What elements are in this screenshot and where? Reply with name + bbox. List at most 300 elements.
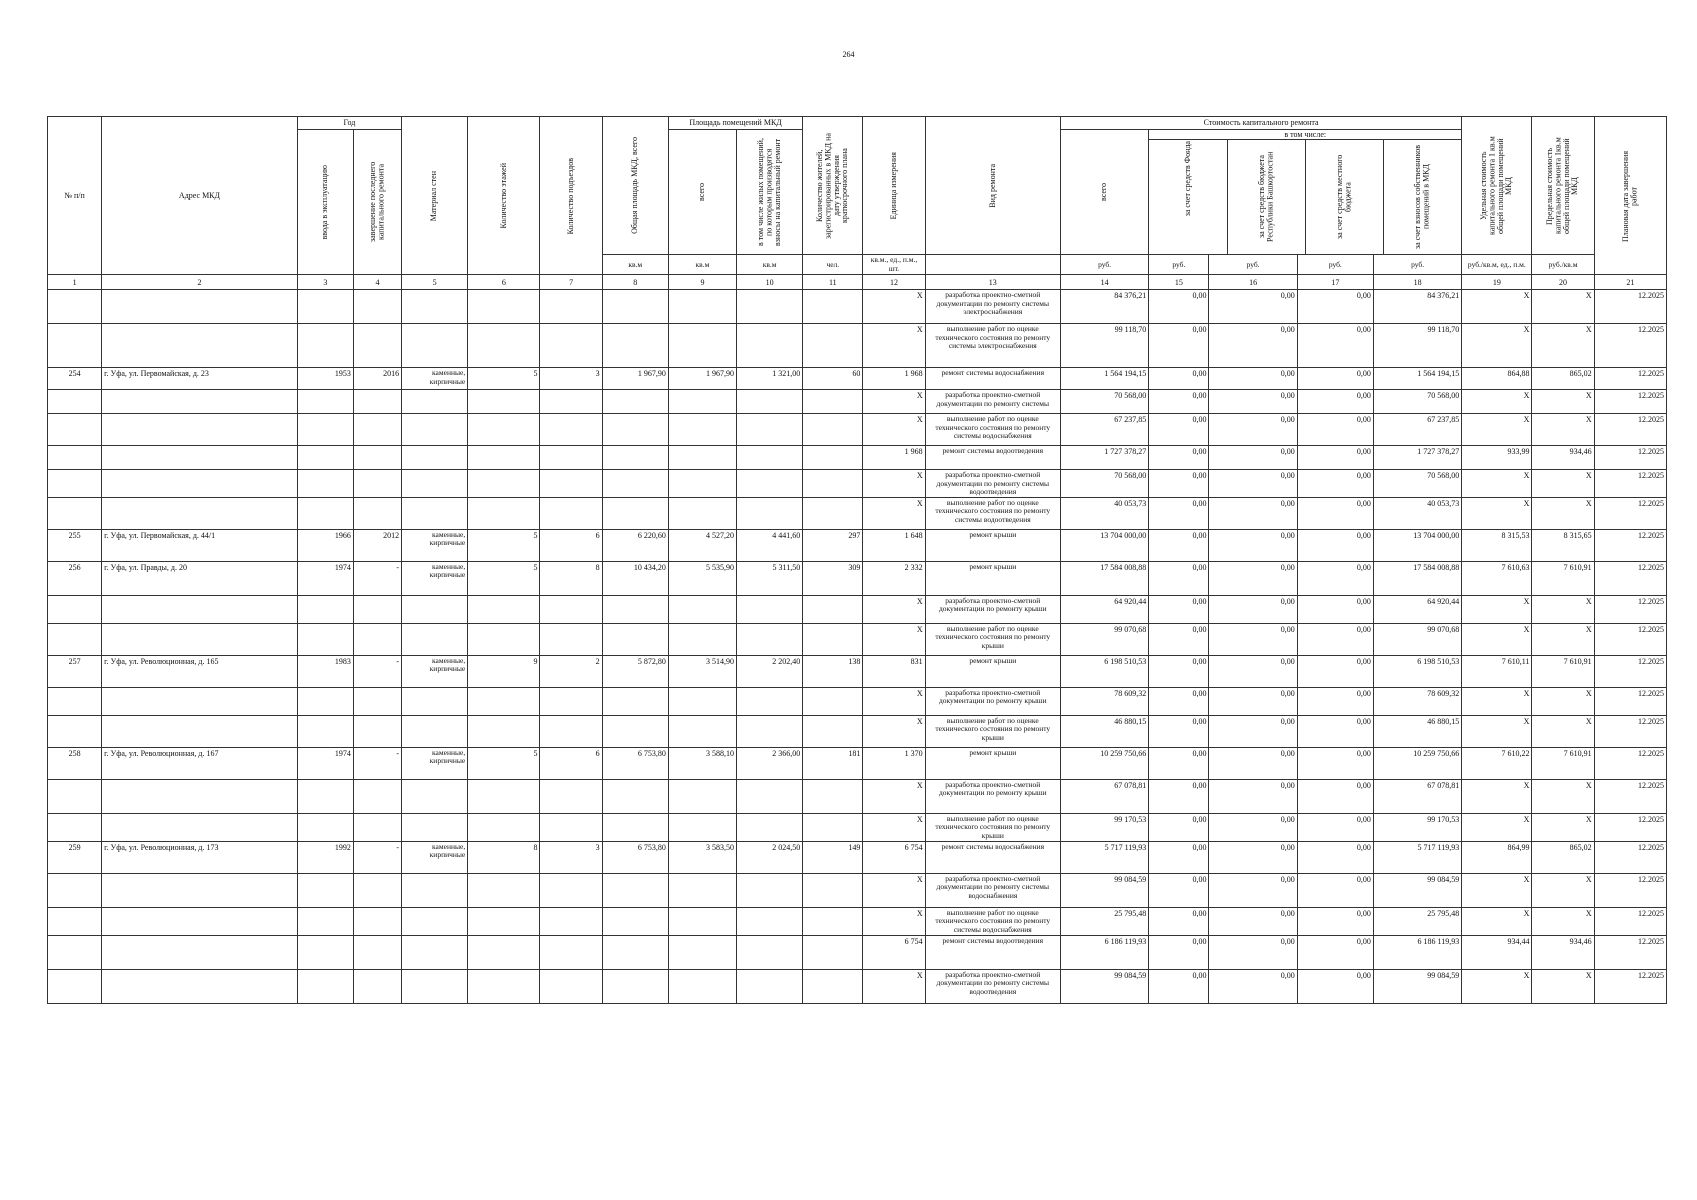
max-cost-cell: X <box>1532 814 1594 842</box>
cost-republic-cell: 0,00 <box>1209 596 1297 624</box>
table-row <box>48 390 1667 414</box>
unit-cost-cell: X <box>1462 716 1532 748</box>
premises-fund-cell: 2 202,40 <box>737 656 803 688</box>
cost-fund-cell: 0,00 <box>1149 414 1209 446</box>
col-floors-header <box>468 117 540 275</box>
wall-material-cell <box>402 498 468 530</box>
wall-material-cell <box>402 688 468 716</box>
col-cost-group-header: Стоимость капитального ремонта <box>1061 117 1462 130</box>
premises-fund-cell <box>737 414 803 446</box>
address-cell <box>102 414 298 446</box>
repair-type-cell: разработка проектно-сметной документации по ремонту крыши <box>925 596 1060 624</box>
year-last-repair-cell: 2016 <box>353 368 401 390</box>
wall-material-cell: каменные, кирпичные <box>402 656 468 688</box>
cost-owners-cell: 64 920,44 <box>1373 596 1461 624</box>
residents-cell <box>803 470 863 498</box>
table-row <box>48 530 1667 562</box>
wall-material-cell <box>402 324 468 368</box>
year-last-repair-cell <box>353 596 401 624</box>
entrances-cell <box>540 874 602 908</box>
cost-local-cell: 0,00 <box>1297 470 1373 498</box>
cost-local-cell: 0,00 <box>1297 814 1373 842</box>
repair-type-cell: ремонт крыши <box>925 562 1060 596</box>
cost-owners-cell: 99 084,59 <box>1373 874 1461 908</box>
max-cost-cell: 7 610,91 <box>1532 562 1594 596</box>
cost-total-cell: 99 084,59 <box>1061 874 1149 908</box>
col-year-repair-header <box>353 130 401 275</box>
unit-cost-cell: X <box>1462 688 1532 716</box>
year-last-repair-cell <box>353 688 401 716</box>
max-cost-cell: 7 610,91 <box>1532 656 1594 688</box>
year-repair-text: завершение последнего капитального ремонта <box>368 162 386 243</box>
total-area-cell <box>602 874 668 908</box>
year-commission-cell <box>297 498 353 530</box>
col-deadline-header <box>1594 117 1666 275</box>
cost-local-cell: 0,00 <box>1297 656 1373 688</box>
table-row <box>48 290 1667 324</box>
total-area-cell <box>602 324 668 368</box>
premises-total-cell <box>668 874 736 908</box>
deadline-cell: 12.2025 <box>1594 390 1666 414</box>
unit-cost-cell: X <box>1462 814 1532 842</box>
wall-material-cell <box>402 470 468 498</box>
premises-fund-cell <box>737 970 803 1004</box>
cost-fund-cell: 0,00 <box>1149 470 1209 498</box>
total-area-cell: 1 967,90 <box>602 368 668 390</box>
unit-premises-fund: кв.м <box>737 255 803 275</box>
row-number-cell <box>48 688 102 716</box>
year-commission-cell: 1953 <box>297 368 353 390</box>
year-commission-cell <box>297 716 353 748</box>
unit-total-area: кв.м <box>602 255 668 275</box>
table-row <box>48 780 1667 814</box>
year-commission-cell <box>297 970 353 1004</box>
cost-total-text: всего <box>1099 183 1109 202</box>
premises-fund-cell <box>737 470 803 498</box>
cost-fund-text: за счет средств Фонда <box>1182 141 1192 217</box>
cost-total-cell: 6 198 510,53 <box>1061 656 1149 688</box>
cost-fund-cell: 0,00 <box>1149 290 1209 324</box>
row-number-cell: 258 <box>48 748 102 780</box>
max-cost-cell: 934,46 <box>1532 446 1594 470</box>
year-commission-cell <box>297 290 353 324</box>
deadline-cell: 12.2025 <box>1594 908 1666 936</box>
unit-cost-cell: X <box>1462 780 1532 814</box>
unit-cost-cell: 7 610,11 <box>1462 656 1532 688</box>
cost-owners-cell: 1 564 194,15 <box>1373 368 1461 390</box>
premises-total-cell: 3 588,10 <box>668 748 736 780</box>
year-last-repair-cell <box>353 970 401 1004</box>
premises-fund-cell <box>737 446 803 470</box>
cost-owners-cell: 99 118,70 <box>1373 324 1461 368</box>
col-total-area-header <box>602 117 668 255</box>
address-cell <box>102 470 298 498</box>
cost-total-cell: 46 880,15 <box>1061 716 1149 748</box>
repair-type-cell: выполнение работ по оценке технического состояния по ремонту системы водоснабжения <box>925 908 1060 936</box>
wall-material-cell: каменные, кирпичные <box>402 842 468 874</box>
total-area-cell <box>602 814 668 842</box>
total-area-cell <box>602 446 668 470</box>
repair-type-cell: выполнение работ по оценке технического состояния по ремонту системы водоснабжения <box>925 414 1060 446</box>
cost-republic-cell: 0,00 <box>1209 842 1297 874</box>
year-last-repair-cell <box>353 498 401 530</box>
cost-republic-cell: 0,00 <box>1209 970 1297 1004</box>
col-number: 11 <box>803 275 863 290</box>
wall-material-cell <box>402 814 468 842</box>
row-number-cell <box>48 780 102 814</box>
cost-local-cell: 0,00 <box>1297 446 1373 470</box>
unit-cost-cell: 933,99 <box>1462 446 1532 470</box>
premises-total-cell <box>668 498 736 530</box>
cost-owners-cell: 99 170,53 <box>1373 814 1461 842</box>
cost-fund-cell: 0,00 <box>1149 688 1209 716</box>
wall-material-cell <box>402 874 468 908</box>
cost-local-cell: 0,00 <box>1297 596 1373 624</box>
quantity-cell: 6 754 <box>863 936 925 970</box>
row-number-cell <box>48 414 102 446</box>
premises-total-cell: 4 527,20 <box>668 530 736 562</box>
deadline-cell: 12.2025 <box>1594 414 1666 446</box>
year-last-repair-cell: - <box>353 748 401 780</box>
col-repair-type-header <box>925 117 1060 255</box>
repair-type-cell: ремонт системы водоотведения <box>925 936 1060 970</box>
cost-owners-cell: 1 727 378,27 <box>1373 446 1461 470</box>
floors-cell <box>468 970 540 1004</box>
table-row <box>48 688 1667 716</box>
year-last-repair-cell <box>353 908 401 936</box>
cost-local-cell: 0,00 <box>1297 414 1373 446</box>
col-number: 10 <box>737 275 803 290</box>
residents-cell: 60 <box>803 368 863 390</box>
cost-total-cell: 25 795,48 <box>1061 908 1149 936</box>
cost-total-cell: 84 376,21 <box>1061 290 1149 324</box>
unit-premises-total: кв.м <box>668 255 736 275</box>
year-last-repair-cell <box>353 414 401 446</box>
cost-total-cell: 78 609,32 <box>1061 688 1149 716</box>
cost-owners-cell: 10 259 750,66 <box>1373 748 1461 780</box>
repair-type-cell: разработка проектно-сметной документации по ремонту крыши <box>925 780 1060 814</box>
col-number: 16 <box>1209 275 1297 290</box>
premises-fund-cell <box>737 324 803 368</box>
cost-local-cell: 0,00 <box>1297 748 1373 780</box>
quantity-cell: X <box>863 470 925 498</box>
quantity-cell: X <box>863 814 925 842</box>
year-last-repair-cell <box>353 290 401 324</box>
entrances-cell: 2 <box>540 656 602 688</box>
cost-republic-cell: 0,00 <box>1209 688 1297 716</box>
address-cell <box>102 446 298 470</box>
repair-type-cell: выполнение работ по оценке технического состояния по ремонту крыши <box>925 716 1060 748</box>
repair-type-cell: ремонт крыши <box>925 656 1060 688</box>
residents-cell: 297 <box>803 530 863 562</box>
cost-owners-cell: 5 717 119,93 <box>1373 842 1461 874</box>
cost-fund-cell: 0,00 <box>1149 562 1209 596</box>
year-last-repair-cell <box>353 780 401 814</box>
premises-total-cell <box>668 470 736 498</box>
col-number: 3 <box>297 275 353 290</box>
max-cost-cell: X <box>1532 290 1594 324</box>
entrances-cell <box>540 470 602 498</box>
repair-type-cell: ремонт системы водоснабжения <box>925 368 1060 390</box>
year-last-repair-cell <box>353 624 401 656</box>
unit-cost-cell: 7 610,22 <box>1462 748 1532 780</box>
col-year-group-header: Год <box>297 117 401 130</box>
premises-fund-cell <box>737 936 803 970</box>
year-commission-cell <box>297 596 353 624</box>
total-area-cell <box>602 624 668 656</box>
col-number: 9 <box>668 275 736 290</box>
cost-owners-cell: 70 568,00 <box>1373 390 1461 414</box>
deadline-cell: 12.2025 <box>1594 324 1666 368</box>
cost-local-cell: 0,00 <box>1297 842 1373 874</box>
residents-cell <box>803 814 863 842</box>
wall-material-cell <box>402 624 468 656</box>
col-number: 20 <box>1532 275 1594 290</box>
cost-republic-cell: 0,00 <box>1209 936 1297 970</box>
col-address-header: Адрес МКД <box>102 117 298 275</box>
wall-material-cell <box>402 716 468 748</box>
cost-local-cell: 0,00 <box>1297 936 1373 970</box>
unit-cost-cell: 7 610,63 <box>1462 562 1532 596</box>
unit-cost-owners: руб. <box>1373 255 1461 275</box>
cost-total-cell: 5 717 119,93 <box>1061 842 1149 874</box>
premises-fund-cell <box>737 290 803 324</box>
cost-owners-cell: 17 584 008,88 <box>1373 562 1461 596</box>
floors-cell <box>468 390 540 414</box>
wall-material-cell <box>402 908 468 936</box>
row-number-cell <box>48 324 102 368</box>
year-last-repair-cell: 2012 <box>353 530 401 562</box>
year-commission-cell <box>297 874 353 908</box>
entrances-cell <box>540 624 602 656</box>
quantity-cell: X <box>863 688 925 716</box>
repair-type-cell: выполнение работ по оценке технического состояния по ремонту системы электроснабжения <box>925 324 1060 368</box>
floors-cell <box>468 908 540 936</box>
cost-owners-cell: 78 609,32 <box>1373 688 1461 716</box>
year-last-repair-cell <box>353 874 401 908</box>
max-cost-cell: X <box>1532 624 1594 656</box>
cost-owners-text: за счет взносов собственников помещений в МКД <box>1413 145 1431 250</box>
cost-total-cell: 99 084,59 <box>1061 970 1149 1004</box>
year-last-repair-cell: - <box>353 656 401 688</box>
table-row <box>48 368 1667 390</box>
cost-fund-cell: 0,00 <box>1149 624 1209 656</box>
premises-fund-cell <box>737 390 803 414</box>
total-area-cell <box>602 390 668 414</box>
col-year-commission-header <box>297 130 353 275</box>
cost-fund-cell: 0,00 <box>1149 814 1209 842</box>
cost-incl-subtable <box>1149 130 1461 254</box>
year-commission-cell: 1966 <box>297 530 353 562</box>
deadline-cell: 12.2025 <box>1594 446 1666 470</box>
year-last-repair-cell <box>353 446 401 470</box>
cost-total-cell: 1 727 378,27 <box>1061 446 1149 470</box>
cost-total-cell: 64 920,44 <box>1061 596 1149 624</box>
cost-total-cell: 99 070,68 <box>1061 624 1149 656</box>
cost-fund-cell: 0,00 <box>1149 716 1209 748</box>
cost-local-cell: 0,00 <box>1297 970 1373 1004</box>
col-number: 12 <box>863 275 925 290</box>
cost-republic-cell: 0,00 <box>1209 368 1297 390</box>
cost-owners-cell <box>1383 140 1461 255</box>
col-number: 6 <box>468 275 540 290</box>
address-cell <box>102 324 298 368</box>
table-row <box>48 842 1667 874</box>
premises-total-cell <box>668 716 736 748</box>
cost-fund-cell: 0,00 <box>1149 390 1209 414</box>
entrances-cell <box>540 936 602 970</box>
floors-cell <box>468 688 540 716</box>
unit-repair-type <box>925 255 1060 275</box>
deadline-cell: 12.2025 <box>1594 530 1666 562</box>
floors-cell <box>468 446 540 470</box>
cost-republic-cell: 0,00 <box>1209 624 1297 656</box>
col-number: 19 <box>1462 275 1532 290</box>
repair-type-cell: ремонт крыши <box>925 748 1060 780</box>
repair-type-cell: разработка проектно-сметной документации по ремонту системы электроснабжения <box>925 290 1060 324</box>
col-unit-cost-header <box>1462 117 1532 255</box>
total-area-cell <box>602 716 668 748</box>
unit-cost-cell: X <box>1462 470 1532 498</box>
total-area-cell: 6 220,60 <box>602 530 668 562</box>
capital-repair-table <box>47 116 1667 1004</box>
repair-type-cell: разработка проектно-сметной документации по ремонту крыши <box>925 688 1060 716</box>
cost-republic-cell: 0,00 <box>1209 874 1297 908</box>
year-commission-cell: 1983 <box>297 656 353 688</box>
premises-fund-cell <box>737 780 803 814</box>
cost-local-text: за счет средств местного бюджета <box>1334 155 1353 240</box>
column-number-row <box>48 275 1667 290</box>
max-cost-cell: X <box>1532 688 1594 716</box>
unit-cost-cell: X <box>1462 324 1532 368</box>
quantity-cell: X <box>863 624 925 656</box>
deadline-cell: 12.2025 <box>1594 780 1666 814</box>
cost-fund-cell: 0,00 <box>1149 498 1209 530</box>
year-commission-cell <box>297 470 353 498</box>
cost-total-cell: 1 564 194,15 <box>1061 368 1149 390</box>
floors-header-text: Количество этажей <box>498 162 508 229</box>
table-row <box>48 498 1667 530</box>
premises-fund-cell <box>737 596 803 624</box>
cost-total-cell: 67 237,85 <box>1061 414 1149 446</box>
unit-residents: чел. <box>803 255 863 275</box>
deadline-cell: 12.2025 <box>1594 596 1666 624</box>
entrances-header-text: Количество подъездов <box>565 157 575 234</box>
address-cell <box>102 624 298 656</box>
cost-republic-text: за счет средств бюджета Республики Башкортостан <box>1256 152 1275 243</box>
quantity-cell: X <box>863 716 925 748</box>
repair-type-cell: разработка проектно-сметной документации по ремонту системы водоотведения <box>925 470 1060 498</box>
total-area-cell <box>602 936 668 970</box>
residents-cell: 138 <box>803 656 863 688</box>
cost-owners-cell: 46 880,15 <box>1373 716 1461 748</box>
entrances-cell <box>540 716 602 748</box>
unit-measure: кв.м., ед., п.м., шт. <box>863 255 925 275</box>
entrances-cell <box>540 324 602 368</box>
residents-cell <box>803 498 863 530</box>
deadline-header-text: Плановая дата завершения работ <box>1620 150 1639 242</box>
cost-fund-cell: 0,00 <box>1149 530 1209 562</box>
floors-cell <box>468 716 540 748</box>
row-number-cell: 259 <box>48 842 102 874</box>
entrances-cell: 3 <box>540 368 602 390</box>
address-cell <box>102 390 298 414</box>
year-commission-cell <box>297 814 353 842</box>
premises-total-cell <box>668 814 736 842</box>
total-area-cell <box>602 688 668 716</box>
floors-cell: 8 <box>468 842 540 874</box>
cost-republic-cell: 0,00 <box>1209 656 1297 688</box>
table-row <box>48 470 1667 498</box>
col-number: 21 <box>1594 275 1666 290</box>
cost-total-cell: 70 568,00 <box>1061 470 1149 498</box>
cost-local-cell: 0,00 <box>1297 530 1373 562</box>
premises-total-cell <box>668 936 736 970</box>
col-entrances-header <box>540 117 602 275</box>
cost-fund-cell: 0,00 <box>1149 596 1209 624</box>
deadline-cell: 12.2025 <box>1594 368 1666 390</box>
wall-material-cell <box>402 290 468 324</box>
cost-total-cell: 17 584 008,88 <box>1061 562 1149 596</box>
residents-cell <box>803 624 863 656</box>
row-number-cell: 254 <box>48 368 102 390</box>
quantity-cell: X <box>863 874 925 908</box>
year-last-repair-cell <box>353 716 401 748</box>
quantity-cell: 1 370 <box>863 748 925 780</box>
residents-cell <box>803 446 863 470</box>
max-cost-cell: 8 315,65 <box>1532 530 1594 562</box>
address-cell <box>102 970 298 1004</box>
unit-cost-republic: руб. <box>1209 255 1297 275</box>
col-number: 4 <box>353 275 401 290</box>
wall-material-cell: каменные, кирпичные <box>402 530 468 562</box>
residents-cell <box>803 414 863 446</box>
unit-cost-cell: 864,99 <box>1462 842 1532 874</box>
max-cost-cell: X <box>1532 470 1594 498</box>
premises-fund-cell: 4 441,60 <box>737 530 803 562</box>
deadline-cell: 12.2025 <box>1594 688 1666 716</box>
col-number: 1 <box>48 275 102 290</box>
max-cost-cell: 7 610,91 <box>1532 748 1594 780</box>
unit-cost-local: руб. <box>1297 255 1373 275</box>
cost-fund-cell: 0,00 <box>1149 368 1209 390</box>
row-number-cell: 255 <box>48 530 102 562</box>
address-cell <box>102 908 298 936</box>
address-cell <box>102 874 298 908</box>
entrances-cell <box>540 290 602 324</box>
total-area-cell <box>602 414 668 446</box>
cost-republic-cell: 0,00 <box>1209 324 1297 368</box>
year-commission-cell <box>297 390 353 414</box>
premises-fund-cell <box>737 874 803 908</box>
col-number: 13 <box>925 275 1060 290</box>
table-row <box>48 656 1667 688</box>
residents-cell <box>803 716 863 748</box>
wall-material-cell <box>402 936 468 970</box>
table-row <box>48 936 1667 970</box>
cost-owners-cell: 99 084,59 <box>1373 970 1461 1004</box>
repair-type-cell: ремонт системы водоснабжения <box>925 842 1060 874</box>
premises-total-cell: 3 514,90 <box>668 656 736 688</box>
residents-header-text: Количество жителей, зарегистрированных в МКД на дату утверждения краткосрочного плана <box>815 132 850 239</box>
table-row <box>48 414 1667 446</box>
total-area-cell: 10 434,20 <box>602 562 668 596</box>
floors-cell <box>468 874 540 908</box>
cost-local-cell: 0,00 <box>1297 368 1373 390</box>
deadline-cell: 12.2025 <box>1594 624 1666 656</box>
deadline-cell: 12.2025 <box>1594 874 1666 908</box>
address-cell: г. Уфа, ул. Правды, д. 20 <box>102 562 298 596</box>
